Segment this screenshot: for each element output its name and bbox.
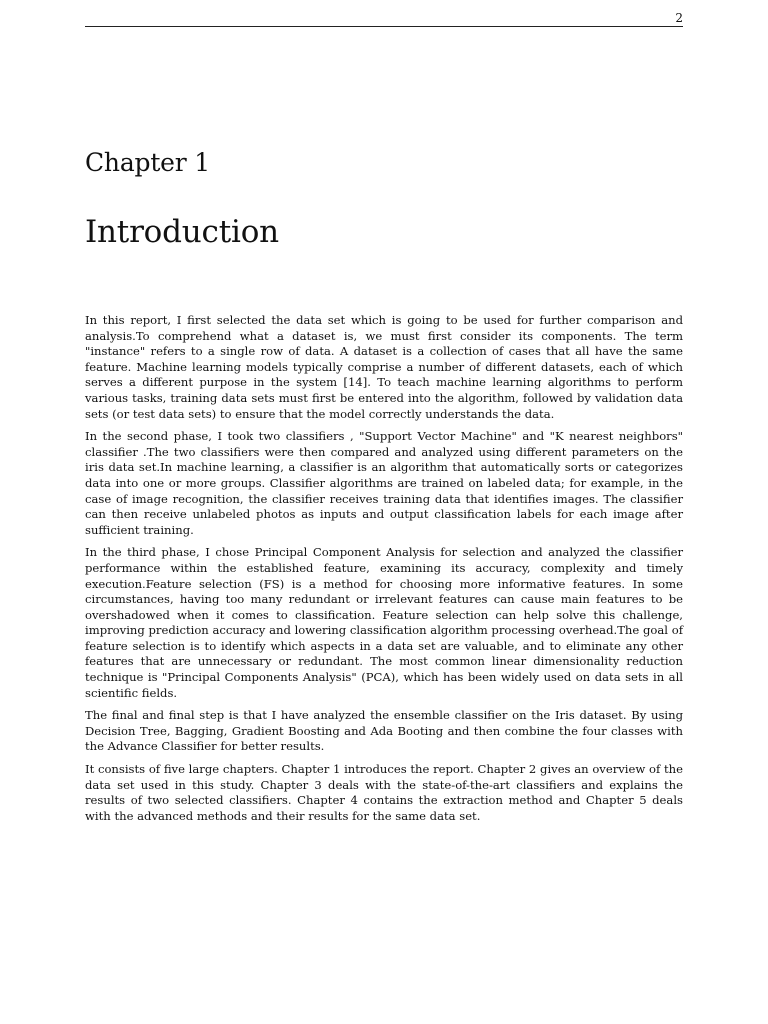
paragraph-feature-selection: In the third phase, I chose Principal Component Analysis for selection and analyzed the classifier performance within the established feature, examining its accuracy, complexity and timely execution.Feature selection (FS) is a method for choosing more informative features. In some circumstances, having too many redundant or irrelevant features can cause main features to be overshadowed when it comes to classification. Feature selection can help solve this challenge, improving prediction accuracy and lowering classification algorithm processing overhead.The goal of feature selection is to identify which aspects in a data set are valuable, and to eliminate any other features that are unnecessary or redundant. The most common linear dimensionality reduction technique is "Principal Components Analysis" (PCA), which has been widely used on data sets in all scientific fields. <box>85 545 683 700</box>
paragraph-classifiers: In the second phase, I took two classifiers , "Support Vector Machine" and "K nearest neighbors" classifier .The two classifiers were then compared and analyzed using different parameters on the iris data set.In machine learning, a classifier is an algorithm that automatically sorts or categorizes data into one or more groups. Classifier algorithms are trained on labeled data; for example, in the case of image recognition, the classifier receives training data that identifies images. The classifier can then receive unlabeled photos as inputs and output classification labels for each image after sufficient training. <box>85 429 683 537</box>
page-number: 2 <box>675 11 683 25</box>
chapter-label: Chapter 1 <box>85 148 210 177</box>
paragraph-data-selection: In this report, I first selected the data set which is going to be used for further comparison and analysis.To comprehend what a dataset is, we must first consider its components. The term "instance" refers to a single row of data. A dataset is a collection of cases that all have the same feature. Machine learning models typically comprise a number of different datasets, each of which serves a different purpose in the system [14]. To teach machine learning algorithms to perform various tasks, training data sets must first be entered into the algorithm, followed by validation data sets (or test data sets) to ensure that the model correctly understands the data. <box>85 313 683 421</box>
paragraph-ensemble: The final and final step is that I have analyzed the ensemble classifier on the Iris dataset. By using Decision Tree, Bagging, Gradient Boosting and Ada Booting and then combine the four classes with the Advance Classifier for better results. <box>85 708 683 754</box>
paragraph-chapter-overview: It consists of five large chapters. Chapter 1 introduces the report. Chapter 2 gives an overview of the data set used in this study. Chapter 3 deals with the state-of-the-art classifiers and explains the results of two selected classifiers. Chapter 4 contains the extraction method and Chapter 5 deals with the advanced methods and their results for the same data set. <box>85 762 683 823</box>
header-rule <box>85 26 683 27</box>
body-text <box>85 313 683 831</box>
chapter-title: Introduction <box>85 214 279 250</box>
